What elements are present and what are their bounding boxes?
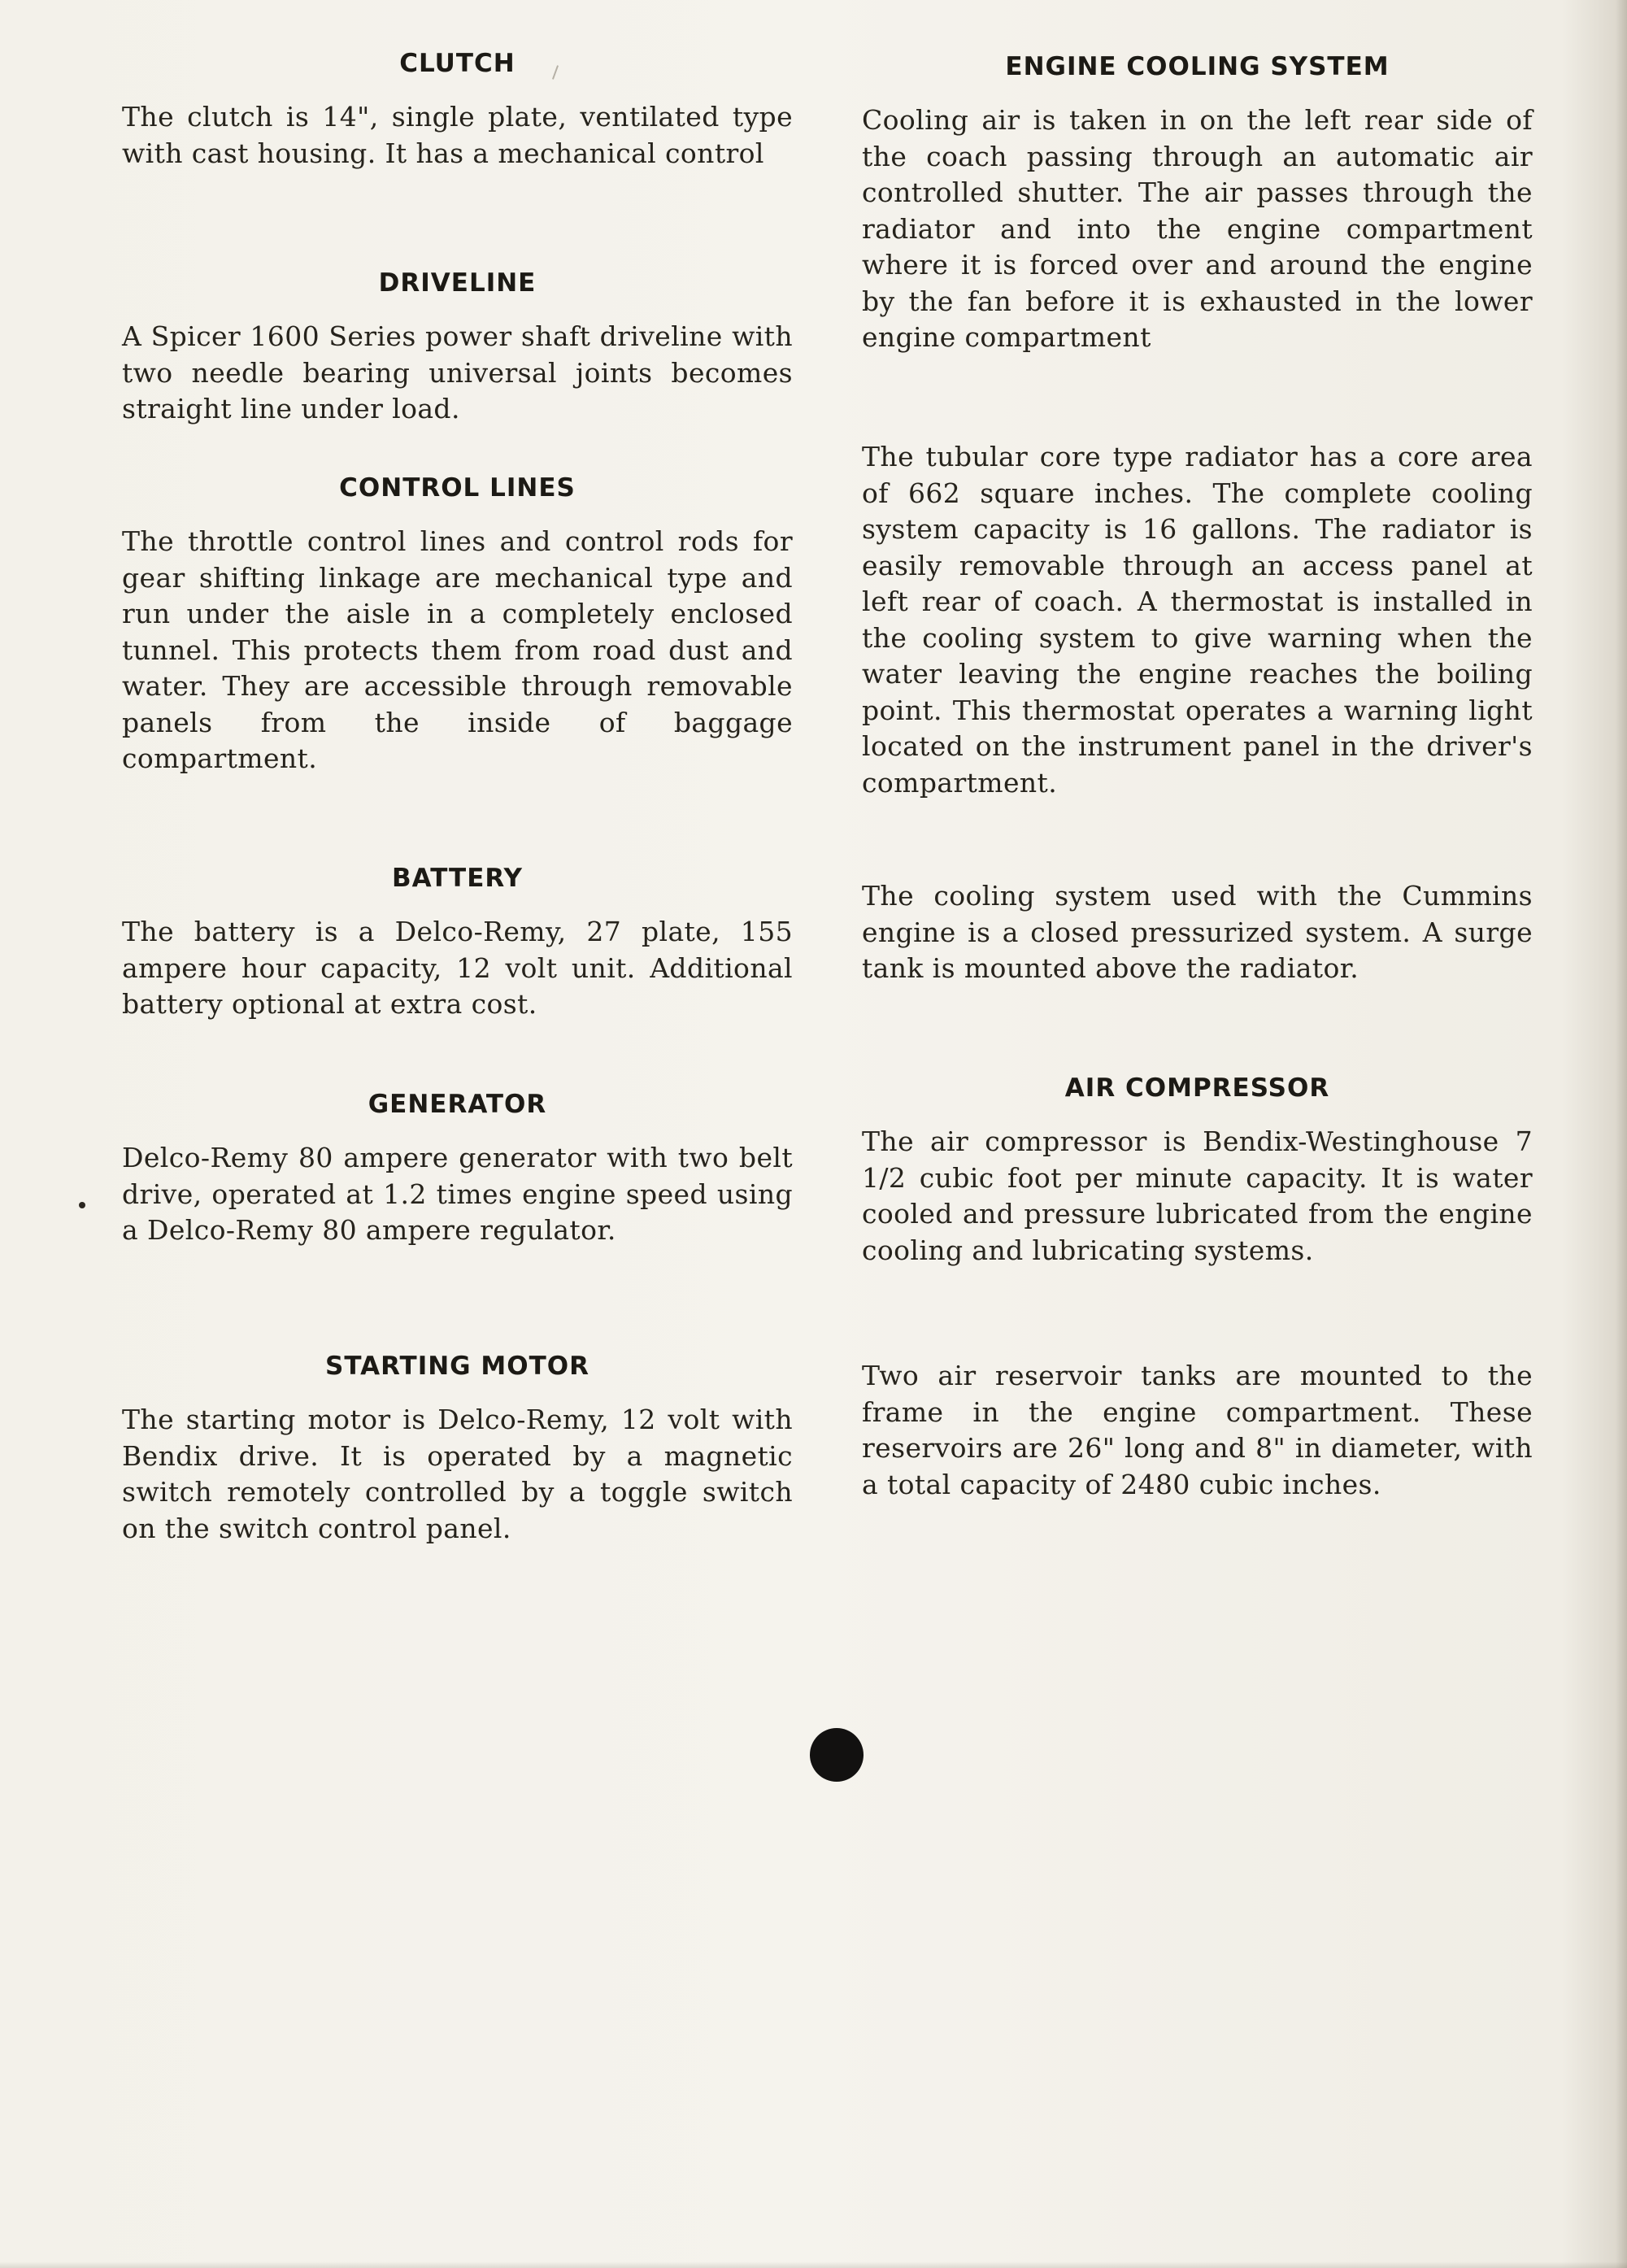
heading-driveline: DRIVELINE <box>378 268 537 298</box>
section-engine-cooling-system <box>862 50 1533 356</box>
text-clutch: The clutch is 14", single plate, ventilated type with cast housing. It has a mechanical control <box>122 101 793 169</box>
section-air-compressor <box>862 1072 1533 1269</box>
text-driveline: A Spicer 1600 Series power shaft driveline with two needle bearing universal joints becomes straight line under load. <box>122 320 793 424</box>
stray-ink-dot <box>79 1202 85 1208</box>
heading-clutch: CLUTCH <box>399 49 516 78</box>
section-engine-cooling-radiator <box>862 439 1533 801</box>
heading-starting-motor: STARTING MOTOR <box>325 1352 589 1381</box>
text-air-compressor-p2: Two air reservoir tanks are mounted to the frame in the engine compartment. These reservoirs are 26" long and 8" in diameter, with a total capacity of 2480 cubic inches. <box>862 1360 1533 1500</box>
heading-air-compressor: AIR COMPRESSOR <box>1064 1073 1330 1103</box>
section-starting-motor <box>122 1350 793 1547</box>
text-starting-motor: The starting motor is Delco-Remy, 12 volt with Bendix drive. It is operated by a magnetic switch remotely controlled by a toggle switch on the switch control panel. <box>122 1404 793 1544</box>
section-control-lines <box>122 472 793 777</box>
heading-engine-cooling-system: ENGINE COOLING SYSTEM <box>1005 52 1390 81</box>
heading-battery: BATTERY <box>391 864 524 893</box>
page-bottom-shadow <box>0 2261 1627 2268</box>
section-clutch <box>122 47 793 172</box>
text-battery: The battery is a Delco-Remy, 27 plate, 155 ampere hour capacity, 12 volt unit. Additional battery optional at extra cost. <box>122 916 793 1020</box>
text-engine-cooling-p2: The tubular core type radiator has a core area of 662 square inches. The complete cooling system capacity is 16 gallons. The radiator is easily removable through an access panel at left rear of coach. A thermostat is installed in the cooling system to give warning when the water leaving the engine reaches the boiling point. This thermostat operates a warning light located on the instrument panel in the driver's compartment. <box>862 441 1533 799</box>
heading-generator: GENERATOR <box>368 1090 547 1119</box>
text-generator: Delco-Remy 80 ampere generator with two belt drive, operated at 1.2 times engine speed using a Delco-Remy 80 ampere regulator. <box>122 1142 793 1246</box>
section-engine-cooling-pressurized <box>862 878 1533 987</box>
text-engine-cooling-p3: The cooling system used with the Cummins engine is a closed pressurized system. A surge tank is mounted above the radiator. <box>862 880 1533 984</box>
section-battery <box>122 862 793 1023</box>
section-air-reservoirs <box>862 1358 1533 1503</box>
punch-hole <box>810 1728 864 1782</box>
page-edge-shadow <box>1616 0 1627 2268</box>
text-air-compressor-p1: The air compressor is Bendix-Westinghouse 7 1/2 cubic foot per minute capacity. It is water cooled and pressure lubricated from the engine cooling and lubricating systems. <box>862 1125 1533 1266</box>
heading-control-lines: CONTROL LINES <box>339 473 576 503</box>
text-engine-cooling-p1: Cooling air is taken in on the left rear side of the coach passing through an automatic air controlled shutter. The air passes through the radiator and into the engine compartment where it is forced over and around the engine by the fan before it is exhausted in the lower engine compartment <box>862 104 1533 353</box>
section-driveline <box>122 267 793 428</box>
section-generator <box>122 1088 793 1249</box>
text-control-lines: The throttle control lines and control rods for gear shifting linkage are mechanical type and run under the aisle in a completely enclosed tunnel. This protects them from road dust and water. They are accessible through removable panels from the inside of baggage compartment. <box>122 525 793 774</box>
